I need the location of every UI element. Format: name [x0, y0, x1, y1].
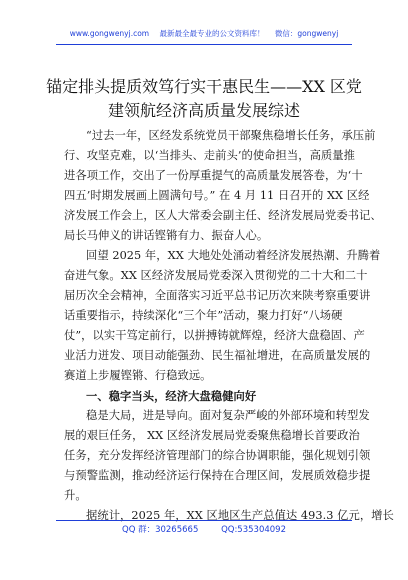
qq-contact: QQ:535304092 — [221, 525, 286, 535]
footer-contacts — [0, 523, 408, 535]
body-line: 升。 — [64, 489, 87, 502]
body-line: 任务，充分发挥经济管理部门的综合协调职能，强化规划引领 — [64, 449, 371, 462]
body-line: 行、攻坚克难，以‘当排头、走前头’的使命担当，高质量推 — [64, 149, 355, 162]
body-line: 济发展工作会上，区人大常委会副主任、经济发展局党委书记、 — [64, 209, 382, 222]
site-banner — [0, 29, 408, 39]
body-line: 进各项工作，交出了一份厚重提气的高质量发展答卷，为‘十 — [64, 169, 363, 182]
body-line: 据统计，2025 年，XX 区地区生产总值达 493.3 亿元，增长 — [86, 509, 394, 522]
body-line: 赛道上步履铿锵、行稳致远。 — [64, 369, 212, 382]
header-divider — [56, 44, 352, 45]
body-line: “过去一年，区经发系统党员干部聚焦稳增长任务，承压前 — [86, 129, 376, 142]
wechat-contact: 微信：gongwenyj — [274, 29, 339, 38]
body-line: 与预警监测，推动经济运行保持在合理区间，发展质效稳步提 — [64, 469, 371, 482]
body-line: 仗”，以实干笃定前行，以拼搏铸就辉煌，经济大盘稳固、产 — [64, 329, 365, 342]
body-line: 奋进气象。XX 区经济发展局党委深入贯彻党的二十大和二十 — [64, 269, 368, 282]
qq-group-contact: QQ 群：30265665 — [122, 525, 199, 535]
title-line: 锚定排头提质效笃行实干惠民生——XX 区党 — [46, 77, 362, 96]
body-line: 四五’时期发展画上圆满句号。” 在 4 月 11 日召开的 XX 区经 — [64, 189, 370, 202]
body-line: 展的艰巨任务， XX 区经济发展局党委聚焦稳增长首要政治 — [64, 429, 360, 442]
body-line: 稳是大局，进是导向。面对复杂严峻的外部环境和转型发 — [86, 409, 370, 422]
site-slogan: 最新最全最专业的公文资料库！ — [159, 29, 265, 38]
site-url-link[interactable]: www.gongwenyj.com — [69, 29, 150, 38]
section-heading: 一、稳字当头，经济大盘稳健向好 — [86, 389, 257, 403]
body-line: 届历次全会精神，全面落实习近平总书记历次来陕考察重要讲 — [64, 289, 371, 302]
body-line: 局长马伸义的讲话铿锵有力、振奋人心。 — [64, 229, 269, 242]
document-title — [40, 75, 368, 123]
body-line: 回望 2025 年，XX 大地处处涌动着经济发展热潮、升腾着 — [86, 249, 381, 262]
document-body — [64, 126, 394, 526]
body-line: 业活力迸发、项目动能强劲、民生福祉增进，在高质量发展的 — [64, 349, 371, 362]
title-line: 建领航经济高质量发展综述 — [107, 101, 300, 120]
body-line: 话重要指示，持续深化“三个年”活动，聚力打好“八场硬 — [64, 309, 343, 322]
footer-divider — [56, 520, 352, 521]
